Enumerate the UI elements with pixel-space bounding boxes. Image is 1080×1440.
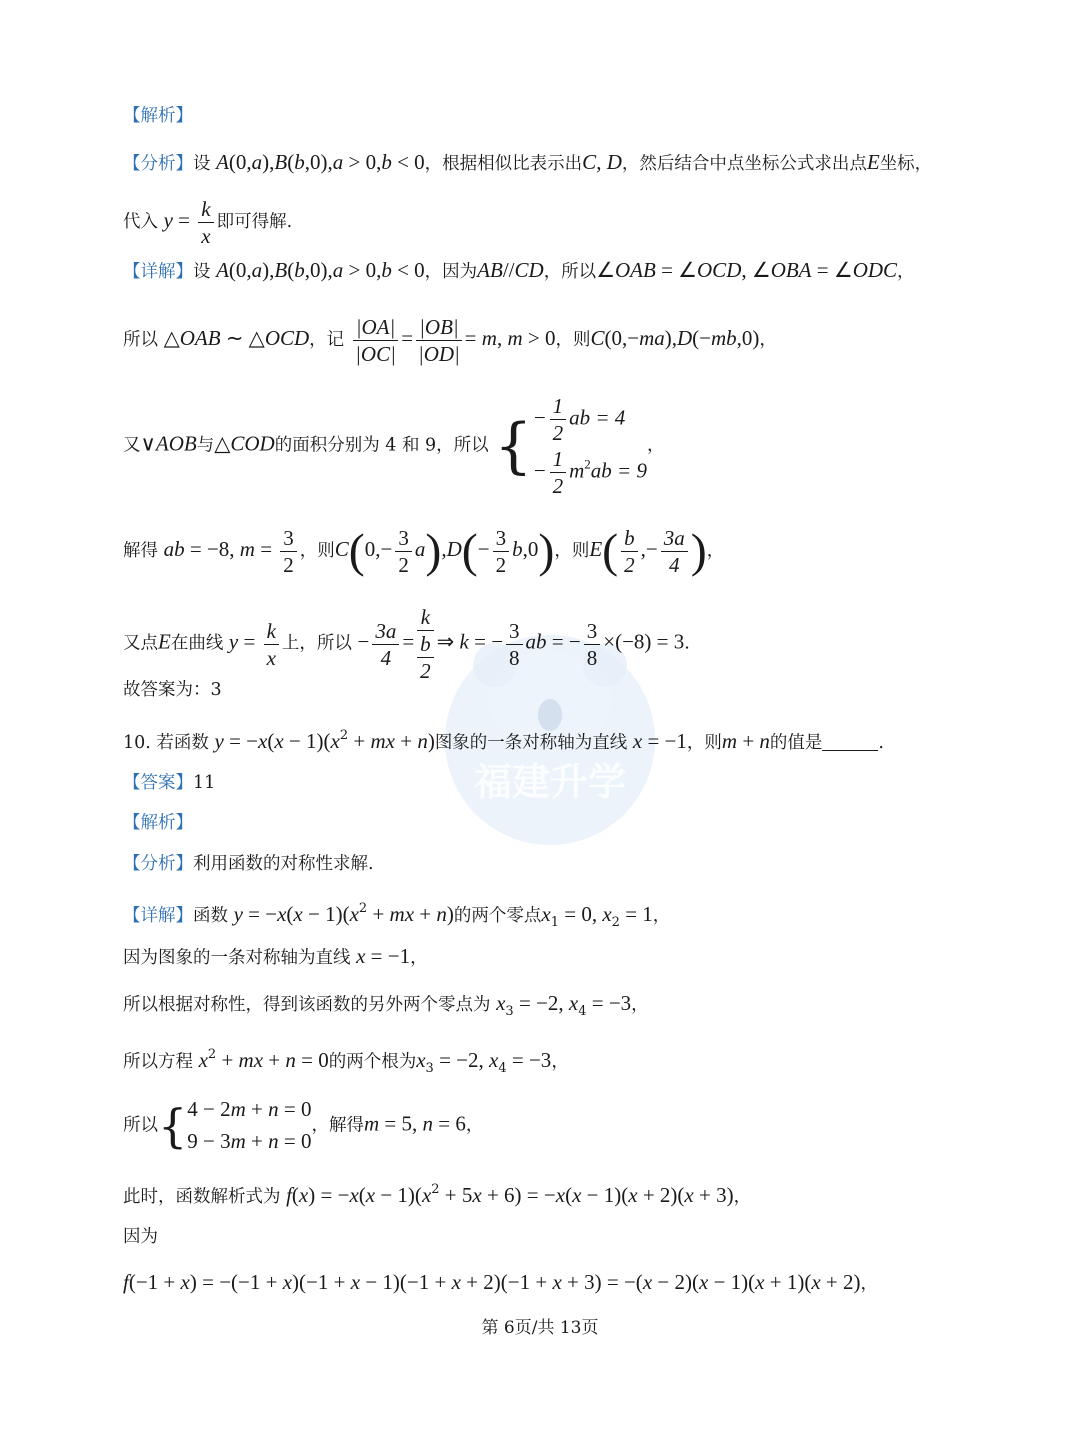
text: 又点 [123,633,158,654]
q9-fenxi-line: 【分析】设 A(0,a),B(b,0),a > 0,b < 0，根据相似比表示出C, D，然后结合中点坐标公式求出点E坐标， [123,150,933,174]
text: ，然后结合中点坐标公式求出点 [621,154,867,174]
text: 的两个根为 [328,1052,417,1072]
q10-line7: f(−1 + x) = −(−1 + x)(−1 + x − 1)(−1 + x + 2)(−1 + x + 3) = −(x − 2)(x − 1)(x + 1)(x + 2)， [123,1270,878,1294]
text: 解得 [123,541,158,561]
text: 的值是 [769,733,823,753]
text: 上，所以 [281,633,352,654]
q10-xiangjie: 【详解】函数 $y = -x(x - 1)(x^2$ + mx + n)的两个零点$x_1 = 0$, $x_2 = 1$， [123,901,671,930]
text: 设 [193,154,211,174]
text: ，所以 [543,262,597,282]
xiangjie-label: 【详解】 [123,262,193,282]
text: 若函数 [156,733,209,753]
q10-fenxi [123,852,374,876]
text: ，解得 [311,1115,364,1136]
text: 所以根据对称性，得到该函数的另外两个零点为 [123,995,491,1015]
q9-xiangjie-line: 【详解】设 A(0,a),B(b,0),a > 0,b < 0，因为AB//CD，所以∠OAB = ∠OCD, ∠OBA = ∠ODC， [123,258,915,282]
q9-daoru-line: 代入 y = $\frac{k}{x}$ 即可得解. [123,197,293,248]
q9-curve-line: 又点E在曲线 y = $\frac{k}{x}$ 上，所以 − $\frac{3a}{4}$ = $\frac{k}{\frac{b}{2}}$ ⇒ k = − $\frac{3}{8}$ ab = − $\frac{3}{8}$ ×(−8) = 3. [123,605,690,683]
text: 又 [123,435,141,456]
answer-value: 11 [193,773,216,793]
text: 代入 [123,212,158,232]
text: 即可得解. [216,212,293,232]
q10-line4: 所以{ 4 − 2m + n = 0 9 − 3m + n = 0 ，解得m = 5, n = 6， [123,1097,484,1153]
jiexi-label: 【解析】 [123,106,193,126]
text: 因为图象的一条对称轴为直线 [123,948,351,968]
q9-area-line: 又∨AOB与△COD的面积分别为 4 和 9，所以 { − $\frac{1}{2}$ ab = 4 − $\frac{1}{2}$ $m^2ab = 9$ ， [123,394,665,498]
q10-line3: 所以方程 $x^2$ + mx + n = 0的两个根为$x_3 = -2$, $x_4 = -3$， [123,1047,569,1076]
text: ，则 [555,330,591,350]
text: 函数 [193,906,228,926]
q10-jiexi [123,811,193,835]
text: 故答案为：3 [123,680,222,700]
question-number: 10. [123,733,151,753]
text: 的两个零点 [453,906,542,926]
q9-solve-line: 解得 ab = −8, m = $\frac{3}{2}$ ，则C(0,− $\frac{3}{2}$ a),D(− $\frac{3}{2}$ b,0)，则E( $\frac{b}{2}$ ,− $\frac{3a}{4}$ )， [123,524,725,578]
fenxi-label: 【分析】 [123,154,193,174]
answer-blank [822,732,878,751]
fenxi-label: 【分析】 [123,854,193,874]
text: 与 [196,435,215,456]
text: 设 [193,262,211,282]
xiangjie-label: 【详解】 [123,906,193,926]
text: 所以 [123,1115,158,1136]
text: ，因为 [424,262,478,282]
q10-line1: 因为图象的一条对称轴为直线 x = −1， [123,944,428,968]
q10-line6 [123,1225,158,1249]
q10-answer [123,771,215,795]
q9-similar-line: 所以 △OAB ∼ △OCD，记 $\frac{|OA|}{|OC|}$ = $\frac{|OB|}{|OD|}$ = m, m > 0，则C(0,−ma),D(−mb,0)， [123,315,777,366]
q9-answer-line [123,678,222,702]
text: 的面积分别为 4 和 9，所以 [274,435,489,456]
text: ，则 [554,541,590,561]
text: ，记 [309,330,345,350]
text: 图象的一条对称轴为直线 [434,733,628,753]
text: 利用函数的对称性求解. [193,854,374,874]
text: 此时，函数解析式为 [123,1187,281,1207]
text: 在曲线 [170,633,224,654]
text: ，则 [686,733,722,753]
q10-question: 10. 若函数 $y = -x(x - 1)(x^2$ + mx + n)图象的一条对称轴为直线 x = −1，则m + n的值是 . [123,728,884,753]
watermark-text: 福建升学 [473,760,627,804]
jiexi-heading [123,104,193,128]
q10-line5: 此时，函数解析式为 $f(x) = -x(x - 1)(x^2 + 5x + 6) = -x(x - 1)(x + 2)(x + 3)$， [123,1182,752,1207]
text: ，根据相似比表示出 [424,154,583,174]
jiexi-label: 【解析】 [123,813,193,833]
text: 所以方程 [123,1052,193,1072]
text: 所以 [123,330,158,350]
text: ，则 [299,541,335,561]
daan-label: 【答案】 [123,773,193,793]
page-footer: 第 6页/共 13页 [481,1318,599,1338]
text: 因为 [123,1227,158,1247]
q10-line2: 所以根据对称性，得到该函数的另外两个零点为 $x_3 = -2$, $x_4 = -3$， [123,991,649,1019]
text: 坐标， [879,154,933,174]
